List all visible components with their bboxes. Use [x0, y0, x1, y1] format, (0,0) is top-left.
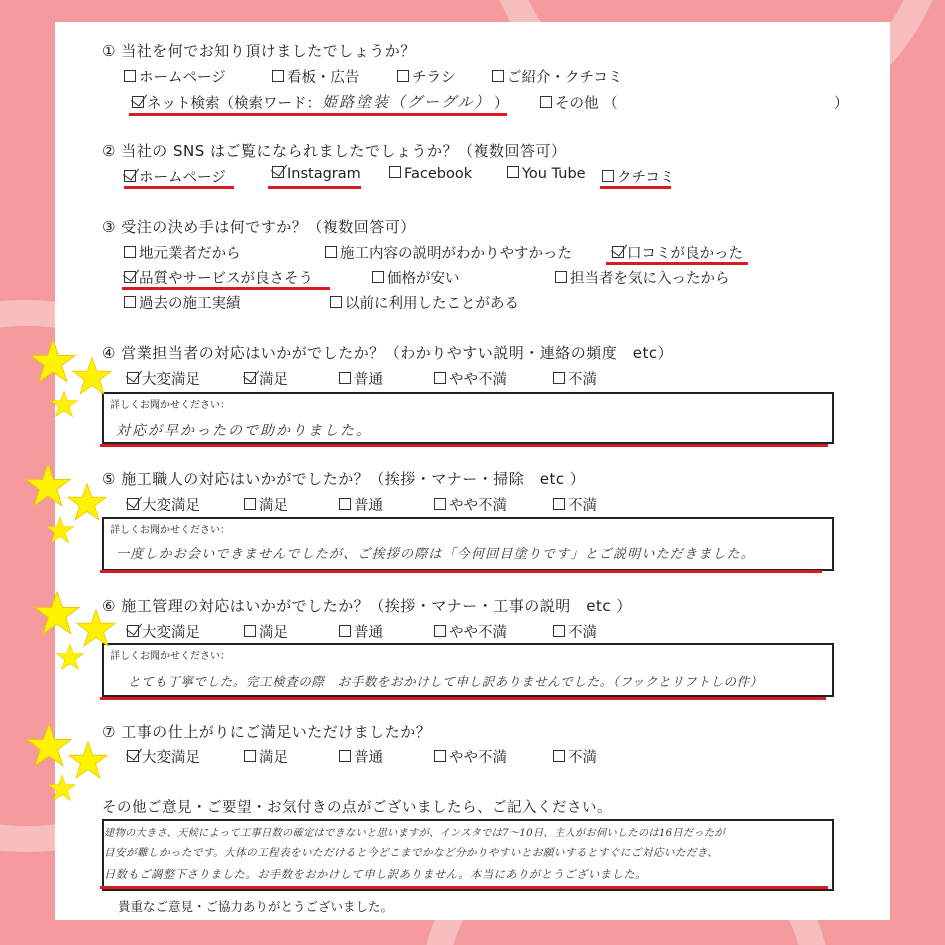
checkbox[interactable]	[127, 372, 139, 384]
rating-option[interactable]: 普通	[339, 621, 383, 642]
highlight-underline	[122, 287, 330, 290]
q2-option-checked[interactable]: Instagram	[272, 166, 361, 182]
other-title: その他ご意見・ご要望・お気付きの点がございましたら、ご記入ください。	[102, 800, 612, 816]
star-icon	[50, 390, 78, 418]
checkbox[interactable]	[330, 296, 342, 308]
other-comment-line: 目安が難しかったです。大体の工程表をいただけると今どこまでかなど分かりやすいとお願いするとすぐにご対応いただき、	[104, 847, 719, 859]
q4-title: ④ 営業担当者の対応はいかがでしたか？（わかりやすい説明・連絡の頻度 etc）	[102, 344, 674, 362]
checkbox[interactable]	[372, 271, 384, 283]
star-icon	[72, 356, 112, 396]
rating-option[interactable]: 不満	[553, 746, 597, 767]
q3-option[interactable]: 地元業者だから	[124, 242, 241, 263]
rating-option[interactable]: やや不満	[434, 368, 507, 389]
checkbox[interactable]	[553, 625, 565, 637]
checkbox[interactable]	[339, 498, 351, 510]
q7-title: ⑦ 工事の仕上がりにご満足いただけましたか？	[102, 723, 432, 741]
rating-option[interactable]: 満足	[244, 494, 288, 515]
rating-option[interactable]: 不満	[553, 368, 597, 389]
checkbox[interactable]	[244, 498, 256, 510]
star-icon	[46, 516, 74, 544]
rating-option[interactable]: やや不満	[434, 746, 507, 767]
highlight-underline	[100, 570, 822, 573]
q1-title: ① 当社を何でお知り頂けましたでしょうか？	[102, 42, 416, 60]
checkbox[interactable]	[244, 372, 256, 384]
q1-option[interactable]: ホームページ	[124, 66, 226, 87]
q3-option[interactable]: 担当者を気に入ったから	[555, 267, 730, 288]
checkbox[interactable]	[540, 96, 552, 108]
footer-thanks: 貴重なご意見・ご協力ありがとうございました。	[118, 899, 394, 914]
star-icon	[56, 643, 84, 671]
q1-option[interactable]: チラシ	[397, 66, 456, 87]
detail-label: 詳しくお聞かせください：	[110, 400, 230, 411]
q3-option[interactable]: 施工内容の説明がわかりやすかった	[325, 242, 572, 263]
star-icon	[48, 774, 76, 802]
q2-option[interactable]: Facebook	[389, 166, 472, 182]
highlight-underline	[124, 186, 234, 189]
checkbox[interactable]	[127, 750, 139, 762]
checkbox[interactable]	[553, 498, 565, 510]
checkbox[interactable]	[132, 96, 144, 108]
checkbox[interactable]	[397, 70, 409, 82]
other-comment-line: 建物の大きさ、天候によって工事日数の確定はできないと思いますが、インスタでは7〜10日、主人がお伺いしたのは16日だったが	[104, 827, 725, 839]
rating-option[interactable]: 普通	[339, 368, 383, 389]
rating-option[interactable]: 普通	[339, 494, 383, 515]
checkbox[interactable]	[553, 750, 565, 762]
q1-option-checked[interactable]: ネット検索（検索ワード：	[132, 92, 321, 113]
rating-option[interactable]: やや不満	[434, 494, 507, 515]
highlight-underline	[129, 113, 507, 116]
checkbox[interactable]	[434, 372, 446, 384]
checkbox[interactable]	[127, 498, 139, 510]
checkbox[interactable]	[124, 271, 136, 283]
detail-label: 詳しくお聞かせください：	[110, 651, 230, 662]
q1-paren-close: ）	[834, 96, 849, 112]
comment-handwritten: 一度しかお会いできませんでしたが、ご挨拶の際は「今何回目塗りです」とご説明いただきました。	[116, 547, 756, 562]
checkbox[interactable]	[124, 70, 136, 82]
highlight-underline	[100, 886, 828, 889]
q5-title: ⑤ 施工職人の対応はいかがでしたか？（挨拶・マナー・掃除 etc ）	[102, 470, 586, 488]
checkbox[interactable]	[389, 166, 401, 178]
checkbox[interactable]	[434, 750, 446, 762]
rating-option[interactable]: やや不満	[434, 621, 507, 642]
rating-option-checked[interactable]: 大変満足	[127, 621, 200, 642]
checkbox[interactable]	[325, 246, 337, 258]
comment-handwritten: 対応が早かったので助かりました。	[116, 423, 372, 439]
checkbox[interactable]	[612, 246, 624, 258]
q3-option-checked[interactable]: 品質やサービスが良さそう	[124, 267, 313, 288]
q3-option[interactable]: 過去の施工実績	[124, 292, 241, 313]
checkbox[interactable]	[124, 246, 136, 258]
checkbox[interactable]	[124, 170, 136, 182]
rating-option[interactable]: 不満	[553, 621, 597, 642]
rating-option-checked[interactable]: 満足	[244, 368, 288, 389]
checkbox[interactable]	[244, 750, 256, 762]
checkbox[interactable]	[553, 372, 565, 384]
q2-option[interactable]: You Tube	[507, 166, 586, 182]
q1-option[interactable]: 看板・広告	[272, 66, 360, 87]
checkbox[interactable]	[507, 166, 519, 178]
highlight-underline	[600, 186, 671, 189]
star-icon	[25, 462, 71, 508]
q2-option-checked[interactable]: ホームページ	[124, 166, 226, 187]
star-icon	[34, 590, 80, 636]
q2-title: ② 当社の SNS はご覧になられましたでしょうか？（複数回答可）	[102, 142, 567, 160]
checkbox[interactable]	[602, 170, 614, 182]
rating-option-checked[interactable]: 大変満足	[127, 368, 200, 389]
q3-option[interactable]: 以前に利用したことがある	[330, 292, 519, 313]
q1-paren-close: ）	[494, 96, 509, 112]
checkbox[interactable]	[339, 625, 351, 637]
q1-option[interactable]: その他 （	[540, 92, 618, 113]
rating-option[interactable]: 不満	[553, 494, 597, 515]
comment-handwritten: とても丁寧でした。完工検査の際 お手数をおかけして申し訳ありませんでした。（フックとリフトしの件）	[128, 674, 763, 689]
highlight-underline	[268, 186, 361, 189]
rating-option[interactable]: 満足	[244, 621, 288, 642]
rating-option-checked[interactable]: 大変満足	[127, 494, 200, 515]
checkbox[interactable]	[434, 498, 446, 510]
checkbox[interactable]	[434, 625, 446, 637]
q3-option-checked[interactable]: 口コミが良かった	[612, 242, 743, 263]
rating-option-checked[interactable]: 大変満足	[127, 746, 200, 767]
q3-title: ③ 受注の決め手は何ですか？（複数回答可）	[102, 218, 416, 236]
highlight-underline	[100, 444, 828, 447]
checkbox[interactable]	[555, 271, 567, 283]
q6-title: ⑥ 施工管理の対応はいかがでしたか？（挨拶・マナー・工事の説明 etc ）	[102, 597, 632, 615]
q1-option[interactable]: ご紹介・クチコミ	[492, 66, 622, 87]
checkbox[interactable]	[492, 70, 504, 82]
detail-label: 詳しくお聞かせください：	[110, 525, 230, 536]
checkbox[interactable]	[124, 296, 136, 308]
q3-option[interactable]: 価格が安い	[372, 267, 460, 288]
rating-option[interactable]: 満足	[244, 746, 288, 767]
checkbox[interactable]	[244, 625, 256, 637]
rating-option[interactable]: 普通	[339, 746, 383, 767]
highlight-underline	[100, 697, 826, 700]
checkbox[interactable]	[339, 372, 351, 384]
star-icon	[26, 722, 72, 768]
search-word-handwritten: 姫路塗装（グーグル）	[322, 93, 492, 111]
checkbox[interactable]	[272, 166, 284, 178]
highlight-underline	[606, 262, 748, 265]
checkbox[interactable]	[127, 625, 139, 637]
star-icon	[76, 608, 116, 648]
q2-option[interactable]: クチコミ	[602, 166, 674, 187]
star-icon	[30, 338, 76, 384]
checkbox[interactable]	[339, 750, 351, 762]
other-comment-line: 日数もご調整下さりました。お手数をおかけして申し訳ありません。本当にありがとうございました。	[104, 868, 647, 881]
checkbox[interactable]	[272, 70, 284, 82]
